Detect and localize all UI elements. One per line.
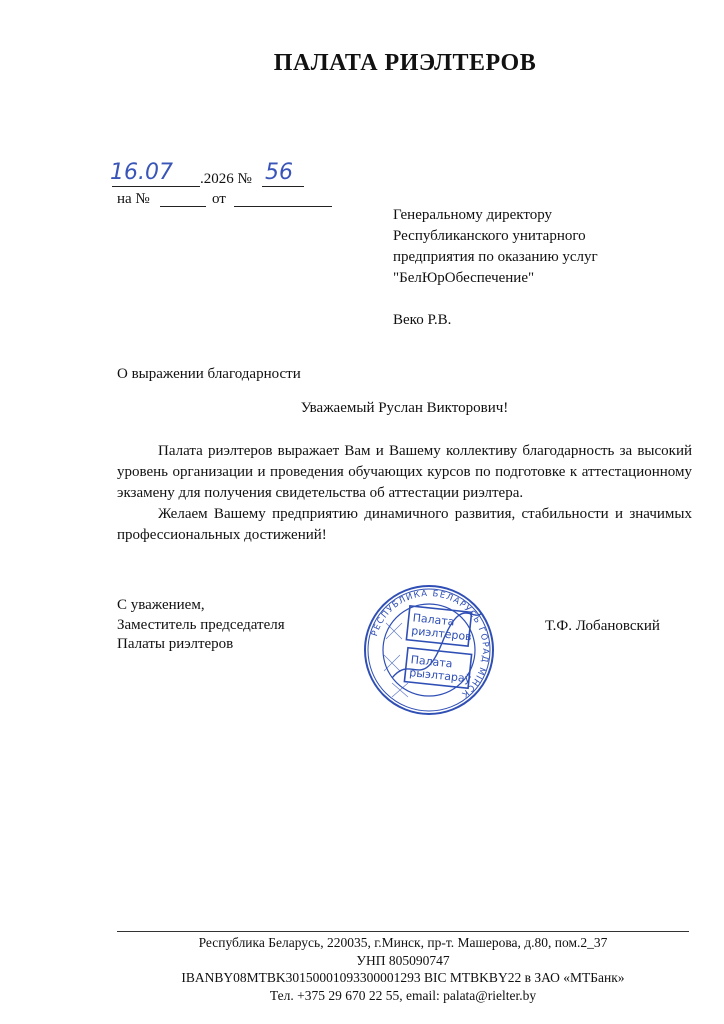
- handwritten-number: 56: [265, 160, 293, 185]
- footer-bank: IBANBY08MTBK30150001093300001293 BIC MTBKBY22 в ЗАО «МТБанк»: [181, 970, 625, 985]
- letter-subject: О выражении благодарности: [117, 366, 301, 382]
- ref-date-label: от: [212, 191, 226, 207]
- signer-organization: Палаты риэлтеров: [117, 636, 234, 652]
- closing-line: С уважением,: [117, 597, 205, 613]
- organization-title: ПАЛАТА РИЭЛТЕРОВ: [273, 50, 537, 76]
- stamp-box2-line1: Палата: [410, 653, 454, 671]
- footer: [117, 934, 689, 1004]
- stamp-box2-line2: рыэлтараў: [408, 666, 472, 686]
- registration-year-number-label: .2026 №: [200, 171, 252, 187]
- official-stamp: [362, 583, 496, 717]
- salutation: Уважаемый Руслан Викторович!: [300, 400, 509, 416]
- signer-name: Т.Ф. Лобановский: [545, 618, 660, 634]
- ref-number-blank: [160, 206, 206, 207]
- body-paragraph: Желаем Вашему предприятию динамичного развития, стабильности и значимых профессиональных достижений!: [117, 506, 692, 543]
- footer-divider: [117, 931, 689, 932]
- ref-date-blank: [234, 206, 332, 207]
- footer-unp: УНП 805090747: [356, 952, 450, 968]
- letter-body: [117, 441, 692, 546]
- addressee-block: [393, 205, 598, 331]
- stamp-ring-text: РЕСПУБЛИКА БЕЛАРУСЬ ГОРАД МІНСК: [369, 588, 491, 700]
- addressee-line: "БелЮрОбеспечение": [393, 270, 535, 286]
- date-underline: [112, 186, 200, 187]
- svg-text:РЕСПУБЛИКА БЕЛАРУСЬ ГОРАД МІНС: [370, 589, 490, 700]
- signer-position: Заместитель председателя: [117, 616, 285, 633]
- addressee-line: Генеральному директору: [393, 207, 553, 223]
- number-underline: [262, 186, 304, 187]
- stamp-box1-line2: риэлтеров: [410, 624, 473, 644]
- addressee-line: предприятия по оказанию услуг: [393, 249, 598, 265]
- body-paragraph: Палата риэлтеров выражает Вам и Вашему коллективу благодарность за высокий уровень организации и проведения обучающих курсов по подготовке к аттестационному экзамену для получения свидетельства об аттестации риэлтера.: [117, 443, 692, 501]
- ref-number-label: на №: [117, 191, 150, 207]
- stamp-box1-line1: Палата: [412, 611, 456, 629]
- addressee-line: Республиканского унитарного: [393, 228, 586, 244]
- handwritten-date: 16.07: [110, 160, 173, 185]
- signature-block: [117, 596, 285, 655]
- addressee-name: Веко Р.В.: [393, 312, 452, 328]
- footer-contacts: Тел. +375 29 670 22 55, email: palata@rielter.by: [269, 987, 537, 1003]
- footer-address: Республика Беларусь, 220035, г.Минск, пр-т. Машерова, д.80, пом.2_37: [198, 935, 608, 950]
